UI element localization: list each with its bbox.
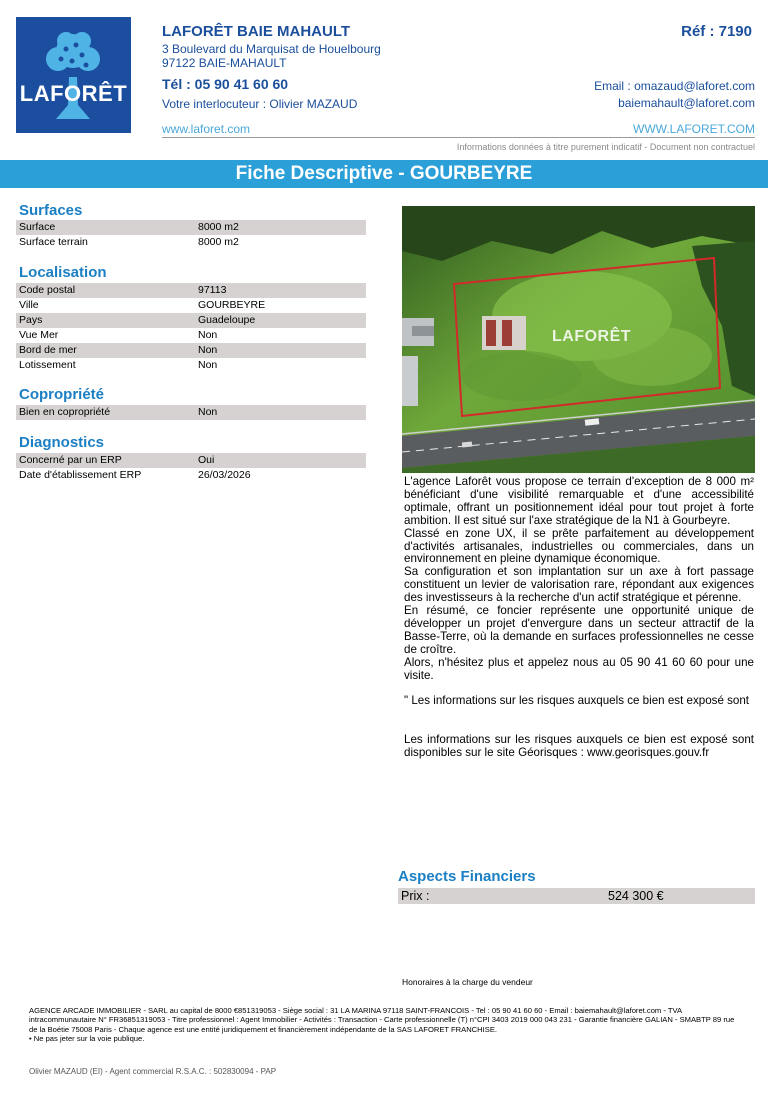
table-row [16, 298, 366, 313]
row-value: Non [198, 359, 218, 371]
row-value: Oui [198, 454, 215, 466]
legal-footer [29, 1006, 739, 1043]
row-label: Pays [19, 314, 43, 326]
website-link-right[interactable]: WWW.LAFORET.COM [633, 122, 755, 136]
description-paragraph: " Les informations sur les risques auxquels ce bien est exposé sont [404, 694, 750, 708]
header-divider [162, 137, 755, 138]
table-row [16, 283, 366, 298]
contact-person: Votre interlocuteur : Olivier MAZAUD [162, 97, 358, 111]
row-value: Non [198, 329, 218, 341]
agency-name: LAFORÊT BAIE MAHAULT [162, 23, 351, 40]
section-title-copropriete: Copropriété [19, 386, 105, 403]
table-row [16, 468, 366, 483]
row-value: 8000 m2 [198, 221, 239, 233]
description-paragraph: Les informations sur les risques auxquels ce bien est exposé sont disponibles sur le site Géorisques : www.georisques.gouv.fr [404, 733, 754, 759]
disclaimer: Informations données à titre purement indicatif - Document non contractuel [456, 142, 755, 152]
legal-text: AGENCE ARCADE IMMOBILIER - SARL au capital de 8000 €851319053 - Siège social : 31 LA MARINA 97118 SAINT-FRANCOIS - Tel : 05 90 41 60 60 - Email : baiemahault@laforet.com - TVA intracommunautaire N° FR36851319053 - Titre professionnel : Agent Immobilier - Activités : Transaction - Carte professionnelle (T) n°CPI 3403 2019 000 043 231 - Garantie financière GALIAN - SMABTP 89 rue de la Boétie 75008 Paris - Chaque agence est une entité juridiquement et financièrement indépendante de la SAS LAFORET FRANCHISE. [29, 1006, 735, 1034]
legal-note: • Ne pas jeter sur la voie publique. [29, 1033, 145, 1043]
row-label: Concerné par un ERP [19, 454, 122, 466]
table-row [16, 328, 366, 343]
email-line-1[interactable]: Email : omazaud@laforet.com [594, 79, 755, 93]
section-title-localisation: Localisation [19, 264, 107, 281]
table-row [16, 313, 366, 328]
logo-wordmark: LAFORÊT [19, 81, 128, 106]
description-paragraph: Sa configuration et son implantation sur un axe à fort passage constituent un levier de valorisation rare, répondant aux exigences des investisseurs à la recherche d'un actif stratégique et pérenne. [404, 565, 754, 605]
price-value: 524 300 € [608, 889, 664, 903]
row-label: Vue Mer [19, 329, 59, 341]
row-label: Ville [19, 299, 39, 311]
table-row [16, 343, 366, 358]
tree-icon [16, 17, 131, 133]
table-row [16, 220, 366, 235]
section-title-financial: Aspects Financiers [398, 868, 536, 885]
row-value: GOURBEYRE [198, 299, 266, 311]
row-label: Surface [19, 221, 56, 233]
price-label: Prix : [401, 889, 430, 903]
description-paragraph: En résumé, ce foncier représente une opportunité unique de développer un projet d'envergure dans un secteur attractif de la Basse-Terre, où la demande en surfaces professionnelles ne cesse de croître. [404, 604, 754, 656]
row-label: Bien en copropriété [19, 406, 111, 418]
address-line-2: 97122 BAIE-MAHAULT [162, 56, 287, 70]
table-row [16, 235, 366, 250]
row-value: Non [198, 406, 218, 418]
row-value: 97113 [198, 284, 227, 296]
property-description [404, 476, 754, 760]
email-line-2[interactable]: baiemahault@laforet.com [618, 96, 755, 110]
row-value: Guadeloupe [198, 314, 256, 326]
section-title-diagnostics: Diagnostics [19, 434, 105, 451]
website-link-left[interactable]: www.laforet.com [162, 122, 251, 136]
table-row [16, 358, 366, 373]
row-label: Lotissement [19, 359, 76, 371]
row-label: Bord de mer [19, 344, 77, 356]
row-label: Date d'établissement ERP [19, 469, 142, 481]
description-paragraph: Classé en zone UX, il se prête parfaitement au développement d'activités artisanales, industrielles ou commerciales, dans un environnement en pleine dynamique économique. [404, 526, 754, 566]
table-row [16, 453, 366, 468]
row-value: Non [198, 344, 218, 356]
property-photo [402, 206, 755, 473]
description-paragraph: L'agence Laforêt vous propose ce terrain d'exception de 8 000 m² bénéficiant d'une visibilité remarquable et d'une accessibilité optimale, offrant un positionnement idéal pour tout projet à forte ambition. Il est situé sur l'axe stratégique de la N1 à Gourbeyre. [404, 475, 754, 527]
agency-phone: Tél : 05 90 41 60 60 [162, 76, 289, 92]
section-title-surfaces: Surfaces [19, 202, 83, 219]
row-label: Code postal [19, 284, 76, 296]
page-title: Fiche Descriptive - GOURBEYRE [0, 160, 768, 188]
price-row [398, 888, 755, 904]
address-line-1: 3 Boulevard du Marquisat de Houelbourg [162, 42, 381, 56]
listing-reference: Réf : 7190 [681, 23, 752, 40]
row-label: Surface terrain [19, 236, 88, 248]
photo-watermark: LAFORÊT [552, 328, 632, 345]
fees-note: Honoraires à la charge du vendeur [402, 977, 533, 987]
laforet-logo [16, 17, 131, 133]
row-value: 8000 m2 [198, 236, 239, 248]
agent-info: Olivier MAZAUD (EI) - Agent commercial R.S.A.C. : 502830094 - PAP [29, 1067, 277, 1076]
table-row [16, 405, 366, 420]
description-paragraph: Alors, n'hésitez plus et appelez nous au 05 90 41 60 60 pour une visite. [404, 655, 754, 682]
row-value: 26/03/2026 [198, 469, 251, 481]
